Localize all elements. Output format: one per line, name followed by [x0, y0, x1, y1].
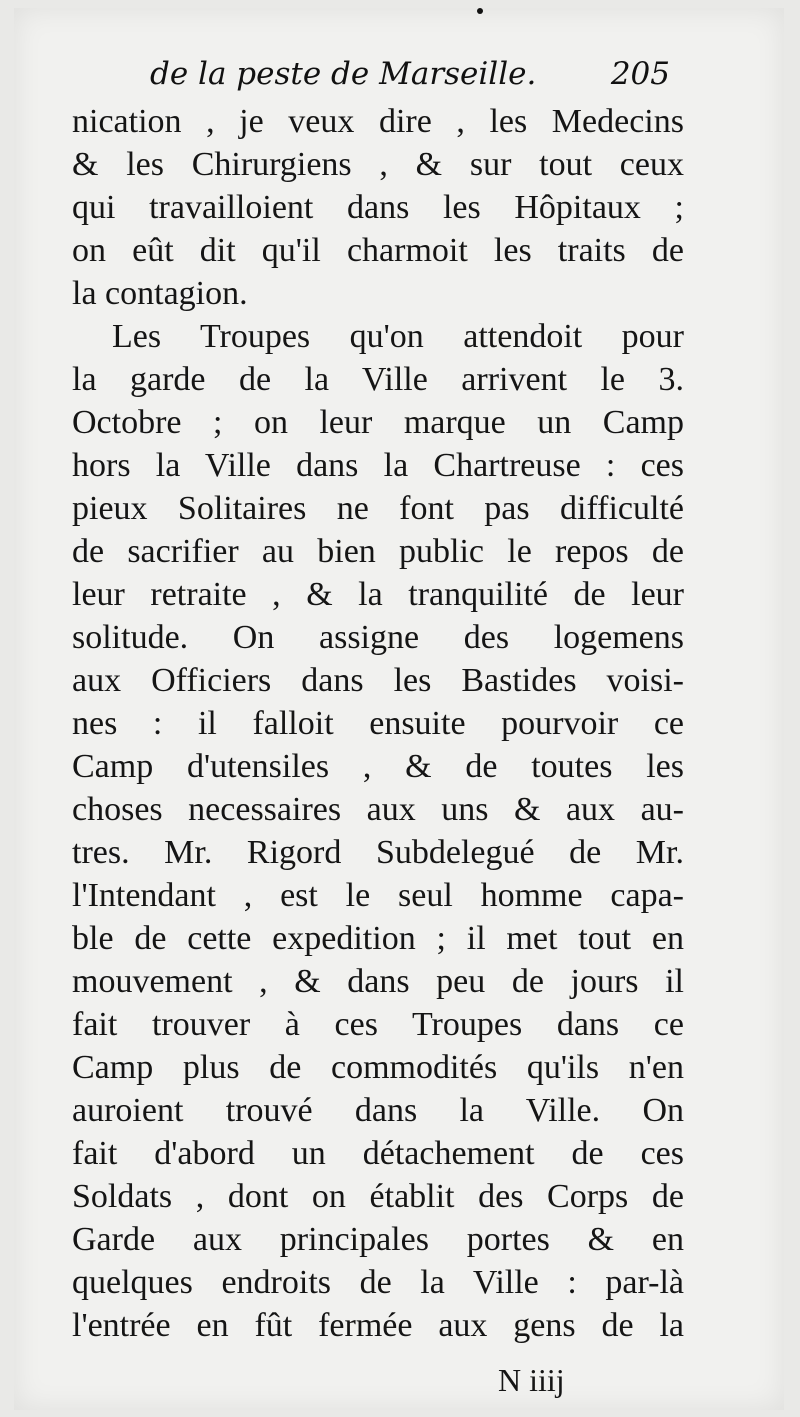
body-text: [72, 100, 684, 1347]
text-line: quelques endroits de la Ville : par-là: [72, 1264, 684, 1301]
text-line: nication , je veux dire , les Medecins: [72, 103, 684, 140]
page-number: 205: [610, 56, 670, 92]
text-line: de sacrifier au bien public le repos de: [72, 533, 684, 570]
text-line: on eût dit qu'il charmoit les traits de: [72, 232, 684, 269]
text-line: leur retraite , & la tranquilité de leur: [72, 576, 684, 613]
text-line: la garde de la Ville arrivent le 3.: [72, 361, 684, 398]
text-line: ble de cette expedition ; il met tout en: [72, 920, 684, 957]
text-line: Camp plus de commodités qu'ils n'en: [72, 1049, 684, 1086]
text-line: nes : il falloit ensuite pourvoir ce: [72, 705, 684, 742]
text-line: fait trouver à ces Troupes dans ce: [72, 1006, 684, 1043]
text-line: l'entrée en fût fermée aux gens de la: [72, 1307, 684, 1344]
paragraph-start-line: Les Troupes qu'on attendoit pour: [112, 318, 684, 355]
text-line: Soldats , dont on établit des Corps de: [72, 1178, 684, 1215]
text-line: Camp d'utensiles , & de toutes les: [72, 748, 684, 785]
signature-mark: N iiij: [498, 1362, 565, 1398]
text-line: aux Officiers dans les Bastides voisi-: [72, 662, 684, 699]
text-line: la contagion.: [72, 275, 248, 312]
text-line: & les Chirurgiens , & sur tout ceux: [72, 146, 684, 183]
text-line: mouvement , & dans peu de jours il: [72, 963, 684, 1000]
text-line: solitude. On assigne des logemens: [72, 619, 684, 656]
text-line: l'Intendant , est le seul homme capa-: [72, 877, 684, 914]
text-line: Garde aux principales portes & en: [72, 1221, 684, 1258]
text-line: tres. Mr. Rigord Subdelegué de Mr.: [72, 834, 684, 871]
text-line: auroient trouvé dans la Ville. On: [72, 1092, 684, 1129]
ink-dot: [477, 8, 483, 14]
text-line: fait d'abord un détachement de ces: [72, 1135, 684, 1172]
running-title: de la peste de Marseille.: [150, 56, 537, 92]
text-line: pieux Solitaires ne font pas difficulté: [72, 490, 684, 527]
text-line: qui travailloient dans les Hôpitaux ;: [72, 189, 684, 226]
text-line: hors la Ville dans la Chartreuse : ces: [72, 447, 684, 484]
running-head: [150, 56, 670, 100]
text-line: Octobre ; on leur marque un Camp: [72, 404, 684, 441]
text-line: choses necessaires aux uns & aux au-: [72, 791, 684, 828]
